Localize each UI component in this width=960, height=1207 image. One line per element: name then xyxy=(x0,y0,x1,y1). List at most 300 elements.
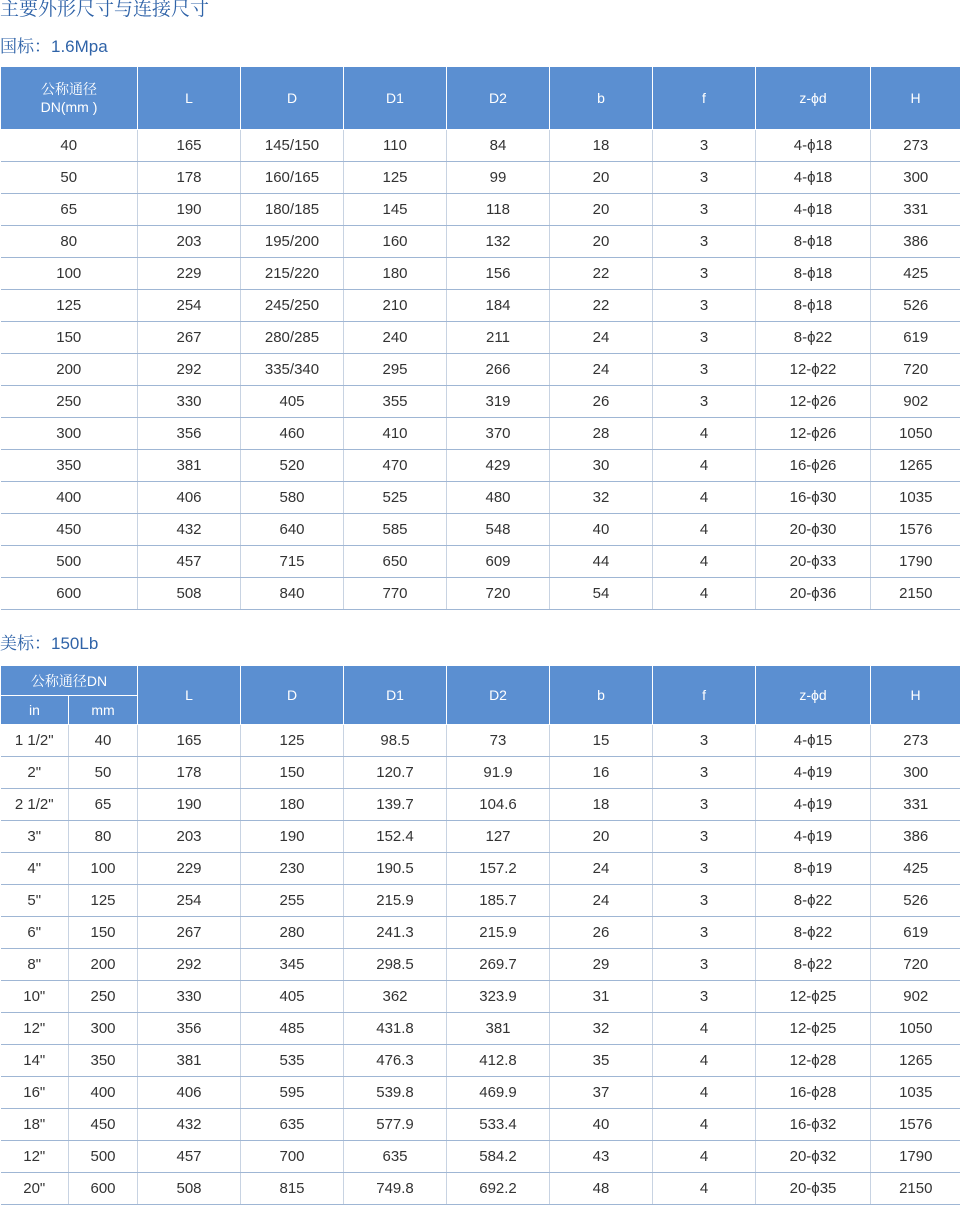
ansi-table-cell: 150 xyxy=(69,917,138,949)
gb-table-cell: 26 xyxy=(550,386,653,418)
ansi-table-cell: 450 xyxy=(69,1109,138,1141)
gb-table-cell: 4 xyxy=(653,450,756,482)
gb-table-row xyxy=(1,130,960,162)
gb-table-cell: 12-ϕ26 xyxy=(756,386,871,418)
ansi-table-cell: 323.9 xyxy=(447,981,550,1013)
ansi-table-cell: 577.9 xyxy=(344,1109,447,1141)
gb-table-cell: 4 xyxy=(653,546,756,578)
ansi-table-cell: 4" xyxy=(1,853,69,885)
ansi-table-cell: 2150 xyxy=(871,1173,960,1205)
gb-dimension-table xyxy=(0,66,960,610)
gb-table-cell: 22 xyxy=(550,290,653,322)
gb-table-cell: 245/250 xyxy=(241,290,344,322)
gb-table-cell: 3 xyxy=(653,130,756,162)
gb-table-cell: 44 xyxy=(550,546,653,578)
gb-table-cell: 20-ϕ33 xyxy=(756,546,871,578)
gb-table-cell: 50 xyxy=(1,162,138,194)
ansi-table-cell: 3 xyxy=(653,789,756,821)
gb-dn-header-line1: 公称通径 xyxy=(41,81,97,97)
ansi-table-cell: 12-ϕ25 xyxy=(756,981,871,1013)
gb-table-cell: 770 xyxy=(344,578,447,610)
ansi-table-cell: 12-ϕ28 xyxy=(756,1045,871,1077)
ansi-table-cell: 350 xyxy=(69,1045,138,1077)
ansi-table-cell: 381 xyxy=(138,1045,241,1077)
gb-table-cell: 715 xyxy=(241,546,344,578)
ansi-table-cell: 35 xyxy=(550,1045,653,1077)
ansi-table-cell: 412.8 xyxy=(447,1045,550,1077)
ansi-table-cell: 10" xyxy=(1,981,69,1013)
ansi-table-row xyxy=(1,1141,960,1173)
gb-table-cell: 3 xyxy=(653,226,756,258)
ansi-table-cell: 595 xyxy=(241,1077,344,1109)
ansi-table-row xyxy=(1,885,960,917)
ansi-mm-header: mm xyxy=(69,696,138,725)
ansi-table-cell: 815 xyxy=(241,1173,344,1205)
ansi-table-row xyxy=(1,789,960,821)
gb-table-cell: 902 xyxy=(871,386,960,418)
gb-table-row xyxy=(1,162,960,194)
ansi-table-cell: 345 xyxy=(241,949,344,981)
gb-table-cell: 470 xyxy=(344,450,447,482)
gb-table-cell: 600 xyxy=(1,578,138,610)
gb-table-cell: 520 xyxy=(241,450,344,482)
ansi-table-cell: 8-ϕ22 xyxy=(756,885,871,917)
gb-table-cell: 160/165 xyxy=(241,162,344,194)
gb-table-cell: 4 xyxy=(653,418,756,450)
ansi-table-cell: 20" xyxy=(1,1173,69,1205)
ansi-table-cell: 273 xyxy=(871,725,960,757)
ansi-table-cell: 3 xyxy=(653,853,756,885)
ansi-dimension-table xyxy=(0,665,960,1205)
gb-table-cell: 156 xyxy=(447,258,550,290)
ansi-table-cell: 26 xyxy=(550,917,653,949)
gb-table-cell: 292 xyxy=(138,354,241,386)
ansi-table-cell: 635 xyxy=(344,1141,447,1173)
ansi-table-cell: 4-ϕ19 xyxy=(756,789,871,821)
ansi-table-row xyxy=(1,949,960,981)
gb-table-row xyxy=(1,354,960,386)
gb-table-cell: 1035 xyxy=(871,482,960,514)
ansi-table-cell: 16-ϕ28 xyxy=(756,1077,871,1109)
ansi-table-cell: 902 xyxy=(871,981,960,1013)
ansi-table-cell: 4 xyxy=(653,1109,756,1141)
gb-table-cell: 20 xyxy=(550,194,653,226)
gb-table-cell: 370 xyxy=(447,418,550,450)
ansi-table-cell: 20-ϕ32 xyxy=(756,1141,871,1173)
ansi-table-cell: 298.5 xyxy=(344,949,447,981)
ansi-table-cell: 526 xyxy=(871,885,960,917)
ansi-table-cell: 406 xyxy=(138,1077,241,1109)
ansi-dn-header: 公称通径DN xyxy=(1,666,138,696)
ansi-table-cell: 230 xyxy=(241,853,344,885)
ansi-table-cell: 190 xyxy=(138,789,241,821)
gb-table-cell: 80 xyxy=(1,226,138,258)
ansi-table-cell: 6" xyxy=(1,917,69,949)
ansi-table-cell: 300 xyxy=(69,1013,138,1045)
gb-table-cell: 525 xyxy=(344,482,447,514)
gb-table-cell: 650 xyxy=(344,546,447,578)
gb-table-cell: 640 xyxy=(241,514,344,546)
ansi-table-cell: 73 xyxy=(447,725,550,757)
gb-col-header: H xyxy=(871,67,960,130)
gb-table-cell: 1790 xyxy=(871,546,960,578)
ansi-table-cell: 1050 xyxy=(871,1013,960,1045)
ansi-table-cell: 5" xyxy=(1,885,69,917)
gb-dn-header-line2: DN(mm ) xyxy=(40,99,98,115)
gb-table-row xyxy=(1,322,960,354)
ansi-table-row xyxy=(1,981,960,1013)
ansi-table-cell: 4-ϕ19 xyxy=(756,821,871,853)
gb-table-cell: 178 xyxy=(138,162,241,194)
ansi-table-cell: 157.2 xyxy=(447,853,550,885)
ansi-table-cell: 356 xyxy=(138,1013,241,1045)
ansi-table-cell: 3 xyxy=(653,757,756,789)
gb-table-cell: 254 xyxy=(138,290,241,322)
gb-table-cell: 203 xyxy=(138,226,241,258)
gb-table-cell: 585 xyxy=(344,514,447,546)
ansi-table-cell: 18" xyxy=(1,1109,69,1141)
ansi-table-cell: 600 xyxy=(69,1173,138,1205)
ansi-table-cell: 12" xyxy=(1,1013,69,1045)
gb-table-cell: 425 xyxy=(871,258,960,290)
ansi-table-cell: 180 xyxy=(241,789,344,821)
gb-table-cell: 548 xyxy=(447,514,550,546)
gb-table-cell: 300 xyxy=(1,418,138,450)
gb-dn-header xyxy=(1,67,138,130)
gb-table-cell: 1050 xyxy=(871,418,960,450)
gb-table-cell: 8-ϕ18 xyxy=(756,258,871,290)
gb-table-cell: 405 xyxy=(241,386,344,418)
ansi-table-cell: 20 xyxy=(550,821,653,853)
ansi-table-cell: 8" xyxy=(1,949,69,981)
ansi-col-header: H xyxy=(871,666,960,725)
ansi-table-cell: 2 1/2" xyxy=(1,789,69,821)
ansi-table-cell: 127 xyxy=(447,821,550,853)
ansi-table-cell: 4-ϕ19 xyxy=(756,757,871,789)
gb-table-cell: 381 xyxy=(138,450,241,482)
gb-table-cell: 450 xyxy=(1,514,138,546)
gb-table-cell: 720 xyxy=(871,354,960,386)
gb-table-cell: 211 xyxy=(447,322,550,354)
ansi-table-row xyxy=(1,757,960,789)
ansi-table-cell: 250 xyxy=(69,981,138,1013)
ansi-table-cell: 18 xyxy=(550,789,653,821)
ansi-table-cell: 190.5 xyxy=(344,853,447,885)
gb-table-cell: 609 xyxy=(447,546,550,578)
gb-table-cell: 24 xyxy=(550,322,653,354)
ansi-table-cell: 692.2 xyxy=(447,1173,550,1205)
ansi-table-cell: 15 xyxy=(550,725,653,757)
ansi-table-cell: 431.8 xyxy=(344,1013,447,1045)
ansi-table-cell: 178 xyxy=(138,757,241,789)
ansi-table-row xyxy=(1,1077,960,1109)
ansi-table-cell: 3 xyxy=(653,725,756,757)
ansi-table-cell: 749.8 xyxy=(344,1173,447,1205)
ansi-table-cell: 3 xyxy=(653,821,756,853)
gb-table-row xyxy=(1,386,960,418)
gb-table-cell: 8-ϕ22 xyxy=(756,322,871,354)
ansi-table-cell: 269.7 xyxy=(447,949,550,981)
gb-table-row xyxy=(1,194,960,226)
gb-table-cell: 100 xyxy=(1,258,138,290)
ansi-table-cell: 200 xyxy=(69,949,138,981)
gb-table-cell: 24 xyxy=(550,354,653,386)
ansi-table-cell: 539.8 xyxy=(344,1077,447,1109)
ansi-table-cell: 215.9 xyxy=(344,885,447,917)
ansi-table-cell: 1576 xyxy=(871,1109,960,1141)
gb-table-cell: 4-ϕ18 xyxy=(756,162,871,194)
gb-table-cell: 300 xyxy=(871,162,960,194)
gb-table-row xyxy=(1,290,960,322)
gb-table-cell: 22 xyxy=(550,258,653,290)
ansi-in-header: in xyxy=(1,696,69,725)
gb-table-cell: 190 xyxy=(138,194,241,226)
ansi-col-header: D1 xyxy=(344,666,447,725)
gb-table-cell: 8-ϕ18 xyxy=(756,226,871,258)
gb-table-cell: 40 xyxy=(1,130,138,162)
ansi-col-header: D2 xyxy=(447,666,550,725)
gb-table-cell: 319 xyxy=(447,386,550,418)
ansi-table-cell: 485 xyxy=(241,1013,344,1045)
gb-table-cell: 3 xyxy=(653,386,756,418)
gb-col-header: b xyxy=(550,67,653,130)
gb-table-cell: 229 xyxy=(138,258,241,290)
gb-table-cell: 20-ϕ36 xyxy=(756,578,871,610)
ansi-table-cell: 91.9 xyxy=(447,757,550,789)
gb-table-cell: 132 xyxy=(447,226,550,258)
gb-table-row xyxy=(1,546,960,578)
ansi-table-row xyxy=(1,917,960,949)
gb-table-cell: 240 xyxy=(344,322,447,354)
gb-table-cell: 18 xyxy=(550,130,653,162)
gb-table-cell: 3 xyxy=(653,194,756,226)
ansi-table-cell: 12-ϕ25 xyxy=(756,1013,871,1045)
gb-table-cell: 145 xyxy=(344,194,447,226)
gb-table-cell: 12-ϕ26 xyxy=(756,418,871,450)
ansi-table-cell: 37 xyxy=(550,1077,653,1109)
ansi-table-cell: 100 xyxy=(69,853,138,885)
ansi-table-row xyxy=(1,1173,960,1205)
ansi-table-cell: 3 xyxy=(653,885,756,917)
gb-table-cell: 184 xyxy=(447,290,550,322)
gb-table-cell: 720 xyxy=(447,578,550,610)
gb-table-cell: 840 xyxy=(241,578,344,610)
ansi-table-cell: 120.7 xyxy=(344,757,447,789)
gb-table-cell: 20 xyxy=(550,226,653,258)
gb-col-header: D xyxy=(241,67,344,130)
gb-table-cell: 355 xyxy=(344,386,447,418)
gb-table-cell: 20-ϕ30 xyxy=(756,514,871,546)
gb-col-header: D1 xyxy=(344,67,447,130)
ansi-table-cell: 508 xyxy=(138,1173,241,1205)
gb-table-cell: 110 xyxy=(344,130,447,162)
ansi-table-cell: 4 xyxy=(653,1077,756,1109)
ansi-table-cell: 584.2 xyxy=(447,1141,550,1173)
ansi-table-cell: 40 xyxy=(550,1109,653,1141)
gb-table-cell: 1576 xyxy=(871,514,960,546)
ansi-table-cell: 8-ϕ22 xyxy=(756,917,871,949)
gb-header-row xyxy=(1,67,960,130)
ansi-col-header: L xyxy=(138,666,241,725)
ansi-table-cell: 185.7 xyxy=(447,885,550,917)
gb-table-cell: 619 xyxy=(871,322,960,354)
gb-table-cell: 350 xyxy=(1,450,138,482)
gb-table-cell: 429 xyxy=(447,450,550,482)
gb-table-cell: 195/200 xyxy=(241,226,344,258)
ansi-table-row xyxy=(1,1045,960,1077)
gb-table-cell: 356 xyxy=(138,418,241,450)
gb-table-cell: 4 xyxy=(653,514,756,546)
gb-table-cell: 65 xyxy=(1,194,138,226)
ansi-standard-label: 美标：150Lb xyxy=(0,634,99,653)
gb-table-cell: 500 xyxy=(1,546,138,578)
gb-table-cell: 118 xyxy=(447,194,550,226)
ansi-table-row xyxy=(1,1109,960,1141)
ansi-table-cell: 48 xyxy=(550,1173,653,1205)
ansi-table-cell: 386 xyxy=(871,821,960,853)
gb-table-cell: 331 xyxy=(871,194,960,226)
ansi-table-cell: 98.5 xyxy=(344,725,447,757)
ansi-table-cell: 381 xyxy=(447,1013,550,1045)
gb-table-cell: 200 xyxy=(1,354,138,386)
gb-table-cell: 12-ϕ22 xyxy=(756,354,871,386)
ansi-header-row xyxy=(1,666,960,696)
ansi-table-cell: 12" xyxy=(1,1141,69,1173)
ansi-table-cell: 32 xyxy=(550,1013,653,1045)
gb-table-cell: 432 xyxy=(138,514,241,546)
ansi-table-cell: 254 xyxy=(138,885,241,917)
ansi-table-cell: 267 xyxy=(138,917,241,949)
gb-table-cell: 3 xyxy=(653,258,756,290)
gb-table-cell: 1265 xyxy=(871,450,960,482)
ansi-table-row xyxy=(1,853,960,885)
ansi-table-cell: 3" xyxy=(1,821,69,853)
ansi-table-cell: 150 xyxy=(241,757,344,789)
ansi-table-cell: 40 xyxy=(69,725,138,757)
gb-table-cell: 145/150 xyxy=(241,130,344,162)
gb-table-cell: 28 xyxy=(550,418,653,450)
gb-table-cell: 4 xyxy=(653,482,756,514)
gb-table-cell: 125 xyxy=(1,290,138,322)
page-title: 主要外形尺寸与连接尺寸 xyxy=(0,0,210,20)
gb-table-cell: 180/185 xyxy=(241,194,344,226)
ansi-table-cell: 165 xyxy=(138,725,241,757)
gb-table-cell: 267 xyxy=(138,322,241,354)
ansi-table-cell: 533.4 xyxy=(447,1109,550,1141)
ansi-table-cell: 3 xyxy=(653,917,756,949)
ansi-table-cell: 4 xyxy=(653,1013,756,1045)
ansi-table-row xyxy=(1,725,960,757)
ansi-table-cell: 152.4 xyxy=(344,821,447,853)
gb-table-cell: 54 xyxy=(550,578,653,610)
ansi-table-cell: 104.6 xyxy=(447,789,550,821)
ansi-table-row xyxy=(1,1013,960,1045)
ansi-table-cell: 500 xyxy=(69,1141,138,1173)
gb-table-cell: 4 xyxy=(653,578,756,610)
ansi-table-cell: 619 xyxy=(871,917,960,949)
gb-table-cell: 400 xyxy=(1,482,138,514)
gb-table-row xyxy=(1,226,960,258)
ansi-table-cell: 1265 xyxy=(871,1045,960,1077)
ansi-table-cell: 29 xyxy=(550,949,653,981)
ansi-table-cell: 469.9 xyxy=(447,1077,550,1109)
gb-table-cell: 526 xyxy=(871,290,960,322)
gb-table-cell: 3 xyxy=(653,322,756,354)
gb-table-cell: 4-ϕ18 xyxy=(756,194,871,226)
gb-table-cell: 150 xyxy=(1,322,138,354)
gb-table-cell: 508 xyxy=(138,578,241,610)
ansi-table-cell: 720 xyxy=(871,949,960,981)
gb-table-cell: 160 xyxy=(344,226,447,258)
ansi-table-cell: 700 xyxy=(241,1141,344,1173)
gb-table-cell: 125 xyxy=(344,162,447,194)
gb-table-cell: 460 xyxy=(241,418,344,450)
ansi-col-header: b xyxy=(550,666,653,725)
ansi-table-cell: 241.3 xyxy=(344,917,447,949)
ansi-table-cell: 31 xyxy=(550,981,653,1013)
ansi-table-cell: 300 xyxy=(871,757,960,789)
gb-standard-label: 国标：1.6Mpa xyxy=(0,37,108,56)
ansi-table-cell: 16-ϕ32 xyxy=(756,1109,871,1141)
gb-col-header: D2 xyxy=(447,67,550,130)
gb-table-cell: 180 xyxy=(344,258,447,290)
gb-table-cell: 580 xyxy=(241,482,344,514)
ansi-table-cell: 16" xyxy=(1,1077,69,1109)
ansi-table-cell: 255 xyxy=(241,885,344,917)
gb-table-row xyxy=(1,258,960,290)
gb-table-cell: 3 xyxy=(653,162,756,194)
gb-table-cell: 16-ϕ30 xyxy=(756,482,871,514)
gb-table-cell: 406 xyxy=(138,482,241,514)
gb-table-row xyxy=(1,578,960,610)
ansi-table-cell: 400 xyxy=(69,1077,138,1109)
ansi-table-cell: 4-ϕ15 xyxy=(756,725,871,757)
ansi-table-cell: 125 xyxy=(69,885,138,917)
gb-col-header: f xyxy=(653,67,756,130)
gb-table-cell: 280/285 xyxy=(241,322,344,354)
gb-col-header: z-ϕd xyxy=(756,67,871,130)
ansi-table-cell: 24 xyxy=(550,853,653,885)
gb-table-cell: 40 xyxy=(550,514,653,546)
gb-table-cell: 266 xyxy=(447,354,550,386)
ansi-table-cell: 24 xyxy=(550,885,653,917)
ansi-table-cell: 80 xyxy=(69,821,138,853)
ansi-table-cell: 635 xyxy=(241,1109,344,1141)
ansi-table-cell: 2" xyxy=(1,757,69,789)
ansi-table-cell: 50 xyxy=(69,757,138,789)
gb-table-cell: 457 xyxy=(138,546,241,578)
gb-table-cell: 3 xyxy=(653,354,756,386)
gb-table-cell: 4-ϕ18 xyxy=(756,130,871,162)
ansi-table-cell: 425 xyxy=(871,853,960,885)
ansi-table-cell: 405 xyxy=(241,981,344,1013)
ansi-table-cell: 331 xyxy=(871,789,960,821)
ansi-table-cell: 476.3 xyxy=(344,1045,447,1077)
gb-table-cell: 20 xyxy=(550,162,653,194)
ansi-table-cell: 280 xyxy=(241,917,344,949)
gb-table-cell: 165 xyxy=(138,130,241,162)
gb-table-cell: 335/340 xyxy=(241,354,344,386)
ansi-table-cell: 3 xyxy=(653,981,756,1013)
gb-table-cell: 3 xyxy=(653,290,756,322)
gb-table-row xyxy=(1,450,960,482)
gb-table-cell: 84 xyxy=(447,130,550,162)
ansi-col-header: f xyxy=(653,666,756,725)
ansi-table-cell: 432 xyxy=(138,1109,241,1141)
gb-table-cell: 386 xyxy=(871,226,960,258)
ansi-table-row xyxy=(1,821,960,853)
gb-col-header: L xyxy=(138,67,241,130)
